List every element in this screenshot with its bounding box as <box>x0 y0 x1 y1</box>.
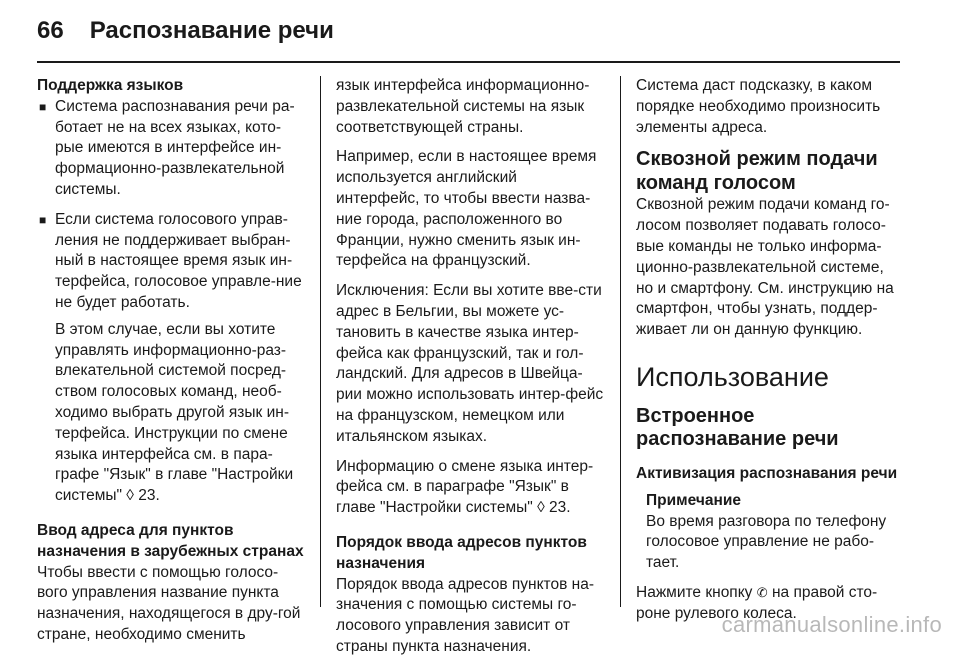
section-heading: Сквозной режим подачи команд голосом <box>636 148 878 194</box>
chapter-heading: Использование <box>636 361 829 392</box>
column-divider <box>320 76 321 607</box>
header-rule <box>37 61 900 63</box>
paragraph: Чтобы ввести с помощью голосо-вого управления название пункта назначения, находящегося в дру-гой стране, необходимо сменить <box>37 563 301 643</box>
paragraph: Исключения: Если вы хотите вве-сти адрес в Бельгии, вы можете ус-тановить в качестве языка интер-фейса как французский, так и гол-ландский. Для адресов в Швейца-рии можно использовать интер-фейс на французском, немецком или итальянском языках. <box>336 282 604 445</box>
column-2 <box>336 76 604 667</box>
list-item-text: Система распознавания речи ра-ботает не на всех языках, кото-рые имеются в интерфейсе ин-формационно-развлекательной системы. <box>55 97 295 198</box>
subsection-heading: Активизация распознавания речи <box>636 464 898 482</box>
paragraph: язык интерфейса информационно-развлекательной системы на язык соответствующей страны. <box>336 77 590 136</box>
section-heading: Порядок ввода адресов пунктов назначения <box>336 533 587 572</box>
column-divider <box>620 76 621 607</box>
list-item <box>37 210 305 314</box>
note-body: Во время разговора по телефону голосовое управление не рабо-тает. <box>646 512 887 572</box>
paragraph: Система даст подсказку, в каком порядке необходимо произносить элементы адреса. <box>636 77 881 136</box>
list-item <box>37 97 305 201</box>
bullet-icon: ■ <box>39 212 47 227</box>
paragraph: Сквозной режим подачи команд го-лосом позволяет подавать голосо-вые команды не только информа-ционно-развлекательной системе, но и смартфону. См. инструкцию на смартфон, чтобы узнать, поддер-живает ли он данную функцию. <box>636 196 894 339</box>
paragraph: Порядок ввода адресов пунктов на-значения с помощью системы го-лосового управления зависит от страны пункта назначения. <box>336 575 594 655</box>
section-heading: Ввод адреса для пунктов назначения в зарубежных странах <box>37 521 304 560</box>
watermark: carmanualsonline.info <box>721 612 942 637</box>
page-title: Распознавание речи <box>89 17 334 44</box>
phone-icon: ✆ <box>756 584 768 600</box>
page-header <box>37 6 334 56</box>
paragraph-text: на правой сто-роне рулевого колеса. <box>636 583 878 622</box>
column-3 <box>636 76 904 634</box>
paragraph: В этом случае, если вы хотите управлять информационно-раз-влекательной системой посред-ством голосовых команд, необ-ходимо выбрать другой язык ин-терфейса. Инструкции по смене языка интерфейса см. в пара-графе "Язык" в главе "Настройки системы" ◊ 23. <box>55 320 294 505</box>
paragraph-text: Нажмите кнопку <box>636 583 753 601</box>
section-heading: Встроенное распознавание речи <box>636 404 839 451</box>
bullet-icon: ■ <box>39 99 47 114</box>
list-item-text: Если система голосового управ-ления не поддерживает выбран-ный в настоящее время язык ин-терфейса, голосовое управле-ние не будет работать. <box>55 210 302 311</box>
section-heading: Поддержка языков <box>37 77 184 94</box>
column-1 <box>37 76 305 655</box>
note-title: Примечание <box>646 491 741 509</box>
page-number: 66 <box>37 17 64 44</box>
paragraph: Информацию о смене языка интер-фейса см. в параграфе "Язык" в главе "Настройки системы" ◊ 23. <box>336 457 594 517</box>
paragraph: Например, если в настоящее время используется английский интерфейс, то чтобы ввести назва-ние города, расположенного во Франции, нужно сменить язык ин-терфейса на французский. <box>336 148 597 270</box>
